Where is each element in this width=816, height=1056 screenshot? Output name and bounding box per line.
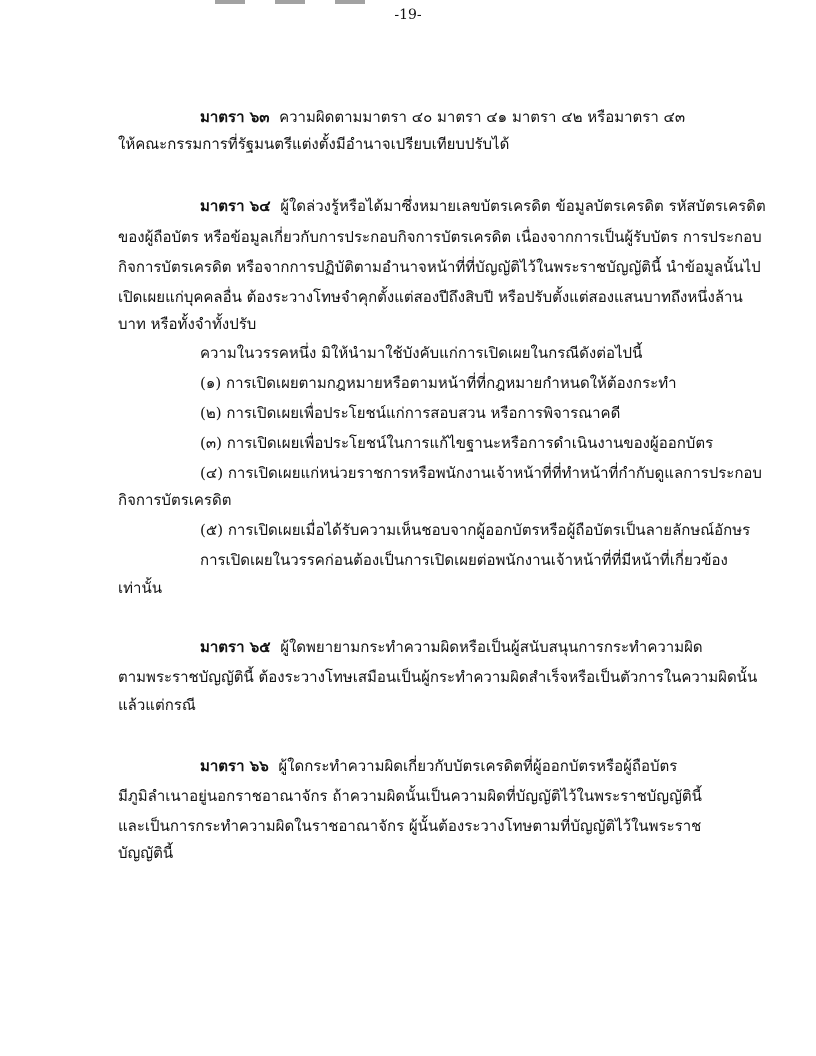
section-64-para-2: ความในวรรคหนึ่ง มิให้นำมาใช้บังคับแก่การเปิดเผยในกรณีดังต่อไปนี้ — [200, 344, 643, 362]
section-63-line-1 — [200, 107, 685, 127]
section-66-line-2: มีภูมิลำเนาอยู่นอกราชอาณาจักร ถ้าความผิดนั้นเป็นความผิดที่บัญญัติไว้ในพระราชบัญญัตินี้ — [118, 787, 702, 805]
section-64-line-3: กิจการบัตรเครดิต หรือจากการปฏิบัติตามอำนาจหน้าที่ที่บัญญัติไว้ในพระราชบัญญัตินี้ นำข้อมูลนั้นไป — [118, 258, 761, 276]
section-64-text: ผู้ใดล่วงรู้หรือได้มาซึ่งหมายเลขบัตรเครดิต ข้อมูลบัตรเครดิต รหัสบัตรเครดิต — [280, 197, 766, 215]
section-65-text: ผู้ใดพยายามกระทำความผิดหรือเป็นผู้สนับสนุนการกระทำความผิด — [280, 638, 703, 656]
scan-artifact — [215, 0, 365, 4]
section-66-text: ผู้ใดกระทำความผิดเกี่ยวกับบัตรเครดิตที่ผู้ออกบัตรหรือผู้ถือบัตร — [278, 757, 678, 775]
section-64-item-3: (๓) การเปิดเผยเพื่อประโยชน์ในการแก้ไขฐานะหรือการดำเนินงานของผู้ออกบัตร — [200, 434, 714, 452]
section-64-item-4-line-1: (๔) การเปิดเผยแก่หน่วยราชการหรือพนักงานเจ้าหน้าที่ที่ทำหน้าที่กำกับดูแลการประกอบ — [200, 464, 762, 482]
section-64-line-1 — [200, 196, 766, 216]
section-64-item-5: (๕) การเปิดเผยเมื่อได้รับความเห็นชอบจากผู้ออกบัตรหรือผู้ถือบัตรเป็นลายลักษณ์อักษร — [200, 521, 751, 539]
section-66-label: มาตรา ๖๖ — [200, 757, 269, 775]
section-64-item-4-line-2: กิจการบัตรเครดิต — [118, 491, 232, 509]
section-64-para-3-line-1: การเปิดเผยในวรรคก่อนต้องเป็นการเปิดเผยต่อพนักงานเจ้าหน้าที่ที่มีหน้าที่เกี่ยวข้อง — [200, 551, 728, 569]
section-65-line-3: แล้วแต่กรณี — [118, 696, 196, 714]
section-65-line-1 — [200, 637, 703, 657]
section-64-line-5: บาท หรือทั้งจำทั้งปรับ — [118, 315, 257, 333]
page-number: -19- — [394, 7, 422, 23]
section-64-item-1: (๑) การเปิดเผยตามกฎหมายหรือตามหน้าที่ที่กฎหมายกำหนดให้ต้องกระทำ — [200, 374, 677, 392]
section-64-line-2: ของผู้ถือบัตร หรือข้อมูลเกี่ยวกับการประกอบกิจการบัตรเครดิต เนื่องจากการเป็นผู้รับบัตร การประกอบ — [118, 228, 762, 246]
section-64-line-4: เปิดเผยแก่บุคคลอื่น ต้องระวางโทษจำคุกตั้งแต่สองปีถึงสิบปี หรือปรับตั้งแต่สองแสนบาทถึงหนึ่งล้าน — [118, 288, 743, 306]
section-66-line-4: บัญญัตินี้ — [118, 844, 174, 862]
section-63-label: มาตรา ๖๓ — [200, 108, 270, 126]
section-66-line-1 — [200, 756, 677, 776]
section-64-item-2: (๒) การเปิดเผยเพื่อประโยชน์แก่การสอบสวน หรือการพิจารณาคดี — [200, 404, 621, 422]
section-66-line-3: และเป็นการกระทำความผิดในราชอาณาจักร ผู้นั้นต้องระวางโทษตามที่บัญญัติไว้ในพระราช — [118, 817, 702, 835]
section-65-label: มาตรา ๖๕ — [200, 638, 271, 656]
section-63-text: ความผิดตามมาตรา ๔๐ มาตรา ๔๑ มาตรา ๔๒ หรือมาตรา ๔๓ — [279, 108, 686, 126]
section-64-para-3-line-2: เท่านั้น — [118, 579, 162, 597]
section-65-line-2: ตามพระราชบัญญัตินี้ ต้องระวางโทษเสมือนเป็นผู้กระทำความผิดสำเร็จหรือเป็นตัวการในความผิดนั้น — [118, 668, 758, 686]
section-64-label: มาตรา ๖๔ — [200, 197, 271, 215]
section-63-line-2: ให้คณะกรรมการที่รัฐมนตรีแต่งตั้งมีอำนาจเปรียบเทียบปรับได้ — [118, 135, 510, 153]
